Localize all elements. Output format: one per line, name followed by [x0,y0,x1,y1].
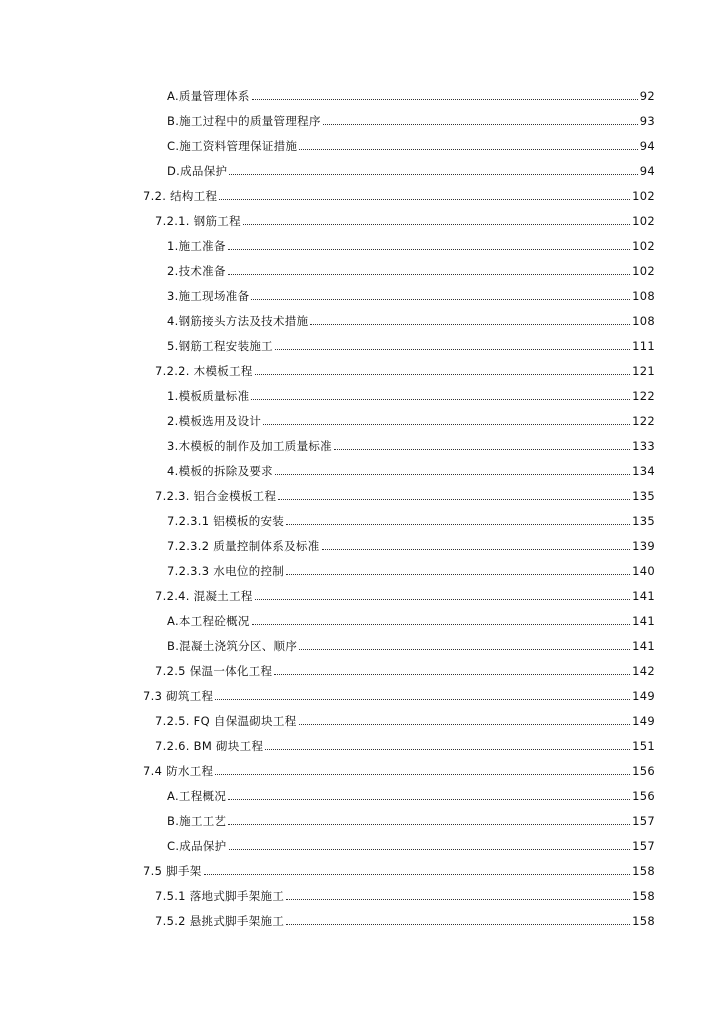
toc-entry-title: 7.2.3. 铝合金模板工程 [155,489,277,503]
toc-entry[interactable] [167,133,655,153]
toc-entry[interactable] [167,608,655,628]
toc-dot-leader [278,498,630,500]
toc-dot-leader [229,848,631,850]
toc-entry-title: 7.2.4. 混凝土工程 [155,589,253,603]
toc-page-number: 156 [632,789,655,803]
toc-page-number: 135 [632,514,655,528]
toc-entry[interactable] [167,108,655,128]
toc-dot-leader [334,448,630,450]
toc-entry[interactable] [167,633,655,653]
toc-dot-leader [243,223,630,225]
toc-dot-leader [275,473,630,475]
toc-dot-leader [255,598,630,600]
toc-page-number: 94 [639,139,655,153]
toc-dot-leader [215,773,630,775]
toc-entry-title: 2.模板选用及设计 [167,414,262,428]
toc-page-number: 140 [632,564,655,578]
toc-entry[interactable] [167,258,655,278]
toc-entry-title: B.混凝土浇筑分区、顺序 [167,639,298,653]
toc-entry[interactable] [167,408,655,428]
toc-dot-leader [251,298,630,300]
toc-page-number: 141 [632,639,655,653]
toc-page-number: 111 [632,339,655,353]
toc-entry[interactable] [167,533,655,553]
toc-entry[interactable] [155,358,655,378]
toc-dot-leader [286,523,630,525]
toc-entry-title: D.成品保护 [167,164,228,178]
toc-entry[interactable] [155,883,655,903]
toc-page-number: 142 [632,664,655,678]
toc-dot-leader [255,373,630,375]
toc-dot-leader [228,823,630,825]
toc-dot-leader [299,148,637,150]
toc-dot-leader [228,248,630,250]
toc-page-number: 157 [632,814,655,828]
toc-page-number: 139 [632,539,655,553]
toc-page-number: 102 [632,264,655,278]
toc-entry-title: 4.钢筋接头方法及技术措施 [167,314,309,328]
toc-entry[interactable] [167,433,655,453]
toc-entry-title: 3.施工现场准备 [167,289,250,303]
toc-entry-title: 7.3 砌筑工程 [143,689,214,703]
toc-entry[interactable] [167,458,655,478]
toc-entry-title: 7.5.2 悬挑式脚手架施工 [155,914,285,928]
toc-entry[interactable] [167,333,655,353]
toc-entry-title: 7.2.1. 钢筋工程 [155,214,241,228]
toc-page-number: 151 [632,739,655,753]
toc-entry[interactable] [167,308,655,328]
toc-dot-leader [322,548,631,550]
toc-entry-title: 7.5.1 落地式脚手架施工 [155,889,285,903]
toc-entry-title: A.工程概况 [167,789,227,803]
toc-entry[interactable] [143,683,655,703]
toc-entry[interactable] [167,283,655,303]
toc-dot-leader [265,748,630,750]
toc-entry-title: 7.2.2. 木模板工程 [155,364,253,378]
toc-page-number: 94 [639,164,655,178]
toc-page-number: 134 [632,464,655,478]
toc-entry-title: 2.技术准备 [167,264,226,278]
toc-entry[interactable] [155,708,655,728]
toc-entry[interactable] [155,208,655,228]
toc-dot-leader [252,623,630,625]
toc-page-number: 158 [632,889,655,903]
toc-page-number: 108 [632,314,655,328]
toc-entry-title: 7.2.5. FQ 自保温砌块工程 [155,714,297,728]
toc-entry[interactable] [167,558,655,578]
toc-dot-leader [215,698,630,700]
toc-entry[interactable] [143,858,655,878]
toc-entry-title: 4.模板的拆除及要求 [167,464,273,478]
toc-dot-leader [299,723,631,725]
toc-dot-leader [228,798,630,800]
toc-dot-leader [286,923,630,925]
toc-entry-title: 7.4 防水工程 [143,764,214,778]
toc-page-number: 122 [632,389,655,403]
toc-entry[interactable] [155,733,655,753]
toc-entry-title: 7.2.3.1 铝模板的安装 [167,514,285,528]
toc-entry[interactable] [167,833,655,853]
toc-page-number: 157 [632,839,655,853]
toc-dot-leader [275,348,630,350]
toc-entry-title: A.质量管理体系 [167,89,250,103]
toc-page-number: 158 [632,864,655,878]
toc-entry-title: 7.2.3.3 水电位的控制 [167,564,285,578]
toc-dot-leader [310,323,630,325]
toc-dot-leader [274,673,630,675]
toc-entry-title: 3.木模板的制作及加工质量标准 [167,439,332,453]
toc-dot-leader [252,98,638,100]
toc-entry[interactable] [167,233,655,253]
toc-entry[interactable] [167,158,655,178]
toc-dot-leader [204,873,631,875]
toc-dot-leader [286,898,630,900]
toc-entry-title: C.施工资料管理保证措施 [167,139,298,153]
toc-entry-title: B.施工过程中的质量管理程序 [167,114,321,128]
toc-entry[interactable] [143,758,655,778]
toc-entry[interactable] [167,808,655,828]
toc-page-number: 108 [632,289,655,303]
toc-page-number: 121 [632,364,655,378]
toc-page-number: 102 [632,214,655,228]
toc-dot-leader [228,273,630,275]
toc-entry-title: 7.2.3.2 质量控制体系及标准 [167,539,320,553]
toc-entry[interactable] [167,508,655,528]
toc-entry[interactable] [155,658,655,678]
toc-dot-leader [219,198,630,200]
toc-entry-title: 7.2.5 保温一体化工程 [155,664,273,678]
toc-entry-title: 7.2. 结构工程 [143,189,218,203]
toc-page-number: 133 [632,439,655,453]
toc-dot-leader [299,648,630,650]
toc-entry[interactable] [155,483,655,503]
toc-page-number: 93 [639,114,655,128]
toc-page-number: 102 [632,239,655,253]
toc-page-number: 135 [632,489,655,503]
toc-entry[interactable] [167,383,655,403]
toc-entry-title: 7.5 脚手架 [143,864,202,878]
toc-entry-title: A.本工程砼概况 [167,614,250,628]
toc-dot-leader [286,573,630,575]
toc-page-number: 149 [632,689,655,703]
toc-entry[interactable] [167,783,655,803]
toc-entry-title: B.施工工艺 [167,814,227,828]
toc-dot-leader [251,398,630,400]
toc-page-number: 156 [632,764,655,778]
toc-page-number: 141 [632,614,655,628]
toc-entry[interactable] [143,183,655,203]
toc-page-number: 122 [632,414,655,428]
toc-entry-title: 1.模板质量标准 [167,389,250,403]
toc-page-number: 141 [632,589,655,603]
toc-page-number: 149 [632,714,655,728]
toc-dot-leader [229,173,637,175]
toc-entry[interactable] [155,583,655,603]
toc-entry[interactable] [167,83,655,103]
toc-dot-leader [323,123,638,125]
toc-page-number: 92 [639,89,655,103]
toc-page-number: 158 [632,914,655,928]
toc-entry-title: C.成品保护 [167,839,227,853]
toc-page-number: 102 [632,189,655,203]
toc-entry-title: 1.施工准备 [167,239,226,253]
toc-dot-leader [263,423,630,425]
toc-entry[interactable] [155,908,655,928]
toc-entry-title: 5.钢筋工程安装施工 [167,339,273,353]
toc-entry-title: 7.2.6. BM 砌块工程 [155,739,264,753]
